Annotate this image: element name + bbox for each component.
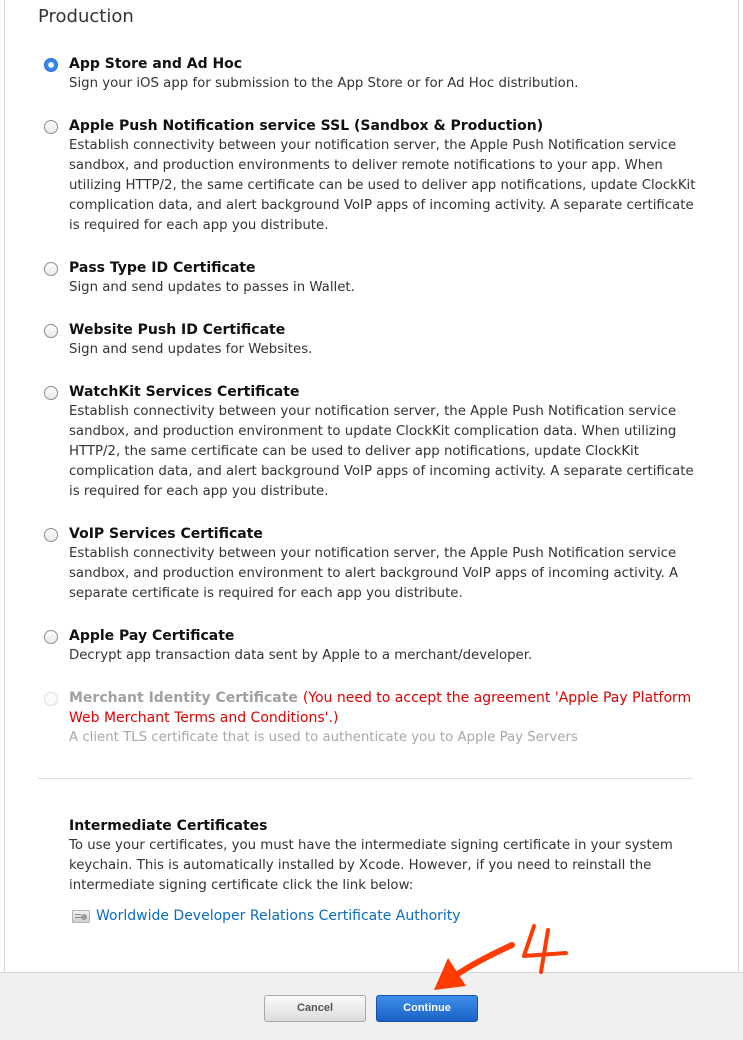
radio-watchkit-services[interactable] xyxy=(44,386,58,400)
option-description: Sign and send updates to passes in Wallet. xyxy=(69,280,355,295)
radio-pass-type-id[interactable] xyxy=(44,262,58,276)
option-title: WatchKit Services Certificate xyxy=(69,384,300,400)
option-pass-type-id[interactable] xyxy=(44,258,704,298)
option-title xyxy=(69,688,704,728)
option-apple-pay[interactable] xyxy=(44,626,704,666)
merchant-identity-title: Merchant Identity Certificate xyxy=(69,690,298,706)
option-description: Decrypt app transaction data sent by Apple to a merchant/developer. xyxy=(69,648,533,663)
option-description: A client TLS certificate that is used to authenticate you to Apple Pay Servers xyxy=(69,730,578,745)
radio-apns-ssl[interactable] xyxy=(44,120,58,134)
option-website-push-id[interactable] xyxy=(44,320,704,360)
wwdr-link-text[interactable]: Worldwide Developer Relations Certificate Authority xyxy=(96,908,461,924)
option-watchkit-services[interactable] xyxy=(44,382,704,502)
option-title: Apple Pay Certificate xyxy=(69,628,235,644)
intermediate-certificates-section xyxy=(69,816,709,896)
option-description: Establish connectivity between your notification server, the Apple Push Notification service sandbox, and production environment to update ClockKit complication data. When utilizing HTTP/2, the same certificate can be used to deliver app notifications, update ClockKit complication data, and alert background VoIP apps of incoming activity. A separate certificate is required for each app you distribute. xyxy=(69,404,694,499)
radio-voip-services[interactable] xyxy=(44,528,58,542)
option-title: VoIP Services Certificate xyxy=(69,526,263,542)
continue-button[interactable]: Continue xyxy=(376,995,478,1022)
intermediate-title: Intermediate Certificates xyxy=(69,818,268,834)
option-description: Sign and send updates for Websites. xyxy=(69,342,313,357)
agreement-warning: (You need to accept the agreement 'Apple Pay Platform Web Merchant Terms and Conditions'.) xyxy=(69,690,692,726)
cancel-button[interactable]: Cancel xyxy=(264,995,366,1022)
option-description: Establish connectivity between your notification server, the Apple Push Notification service sandbox, and production environments to deliver remote notifications to your app. When utilizing HTTP/2, the same certificate can be used to deliver app notifications, update ClockKit complication data, and alert background VoIP apps of incoming activity. A separate certificate is required for each app you distribute. xyxy=(69,138,696,233)
option-title: Pass Type ID Certificate xyxy=(69,260,256,276)
option-app-store-ad-hoc[interactable] xyxy=(44,54,704,94)
option-title: Apple Push Notification service SSL (Sandbox & Production) xyxy=(69,118,544,134)
option-voip-services[interactable] xyxy=(44,524,704,604)
option-apns-ssl[interactable] xyxy=(44,116,704,236)
radio-app-store-ad-hoc[interactable] xyxy=(44,58,58,72)
option-merchant-identity xyxy=(44,688,704,748)
radio-website-push-id[interactable] xyxy=(44,324,58,338)
option-title: App Store and Ad Hoc xyxy=(69,56,243,72)
radio-apple-pay[interactable] xyxy=(44,630,58,644)
option-description: Sign your iOS app for submission to the App Store or for Ad Hoc distribution. xyxy=(69,76,579,91)
radio-merchant-identity xyxy=(44,692,58,706)
wwdr-certificate-link[interactable] xyxy=(72,908,461,924)
certificate-icon xyxy=(72,910,90,923)
footer-bar xyxy=(0,972,743,1040)
option-title: Website Push ID Certificate xyxy=(69,322,286,338)
intermediate-description: To use your certificates, you must have the intermediate signing certificate in your system keychain. This is automatically installed by Xcode. However, if you need to reinstall the intermediate signing certificate click the link below: xyxy=(69,838,673,893)
section-title: Production xyxy=(38,6,134,27)
section-divider xyxy=(38,778,692,779)
option-description: Establish connectivity between your notification server, the Apple Push Notification service sandbox, and production environment to alert background VoIP apps of incoming activity. A separate certificate is required for each app you distribute. xyxy=(69,546,679,601)
